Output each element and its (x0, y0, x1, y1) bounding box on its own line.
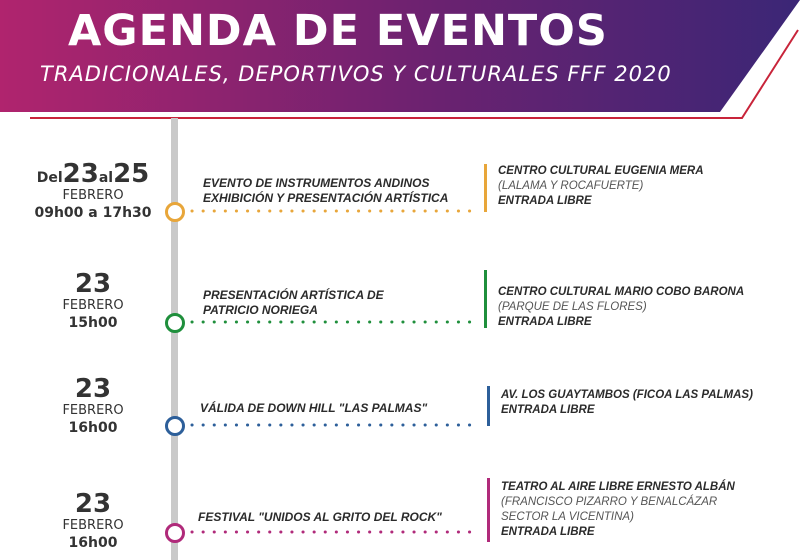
entry-label: ENTRADA LIBRE (501, 526, 595, 538)
entry-label: ENTRADA LIBRE (498, 316, 592, 328)
date-time: 16h00 (68, 535, 118, 551)
page-subtitle: TRADICIONALES, DEPORTIVOS Y CULTURALES FFF 2020 (40, 62, 672, 86)
venue-name: CENTRO CULTURAL MARIO COBO BARONA (498, 286, 745, 298)
timeline-node (165, 202, 185, 222)
date-day: 23 (74, 269, 112, 299)
date-month: FEBRERO (62, 188, 124, 203)
timeline-node (165, 313, 185, 333)
timeline-node (165, 523, 185, 543)
date-month: FEBRERO (62, 298, 124, 313)
event-title: EVENTO DE INSTRUMENTOS ANDINOS EXHIBICIÓN Y PRESENTACIÓN ARTÍSTICA (203, 176, 449, 205)
date-time: 16h00 (68, 420, 118, 436)
event-date (18, 270, 168, 332)
date-day-end: 25 (113, 159, 150, 189)
venue-name: AV. LOS GUAYTAMBOS (FICOA LAS PALMAS) (501, 389, 753, 401)
venue-address: (FRANCISCO PIZARRO Y BENALCÁZAR SECTOR LA VICENTINA) (501, 496, 718, 523)
event-date (18, 490, 168, 552)
date-month: FEBRERO (62, 518, 124, 533)
venue-block (498, 285, 798, 330)
venue-name: CENTRO CULTURAL EUGENIA MERA (498, 165, 704, 177)
event-title: VÁLIDA DE DOWN HILL "LAS PALMAS" (200, 401, 428, 415)
date-month: FEBRERO (62, 403, 124, 418)
event-date (18, 375, 168, 437)
venue-block (498, 164, 798, 209)
dotted-connector (190, 530, 476, 534)
dotted-connector (190, 209, 476, 213)
entry-label: ENTRADA LIBRE (498, 195, 592, 207)
date-day-start: 23 (62, 159, 99, 189)
venue-block (501, 388, 798, 418)
event-title: FESTIVAL "UNIDOS AL GRITO DEL ROCK" (198, 510, 442, 524)
timeline-line (171, 118, 178, 560)
venue-divider (484, 164, 487, 212)
date-time: 15h00 (68, 315, 118, 331)
venue-name: TEATRO AL AIRE LIBRE ERNESTO ALBÁN (501, 481, 735, 493)
date-prefix: Del (36, 170, 63, 186)
page-title: AGENDA DE EVENTOS (68, 6, 608, 56)
venue-address: (PARQUE DE LAS FLORES) (498, 301, 647, 313)
event-date (18, 160, 168, 222)
date-time: 09h00 a 17h30 (34, 205, 152, 221)
venue-block (501, 480, 741, 540)
dotted-connector (190, 423, 476, 427)
header-banner (0, 0, 800, 120)
venue-divider (487, 478, 490, 542)
event-title: PRESENTACIÓN ARTÍSTICA DE PATRICIO NORIEGA (203, 288, 384, 317)
entry-label: ENTRADA LIBRE (501, 404, 595, 416)
date-day: 23 (74, 374, 112, 404)
venue-divider (484, 270, 487, 328)
date-joiner: al (98, 170, 114, 186)
timeline-node (165, 416, 185, 436)
dotted-connector (190, 320, 476, 324)
venue-divider (487, 386, 490, 426)
venue-address: (LALAMA Y ROCAFUERTE) (498, 180, 644, 192)
date-day: 23 (74, 489, 112, 519)
